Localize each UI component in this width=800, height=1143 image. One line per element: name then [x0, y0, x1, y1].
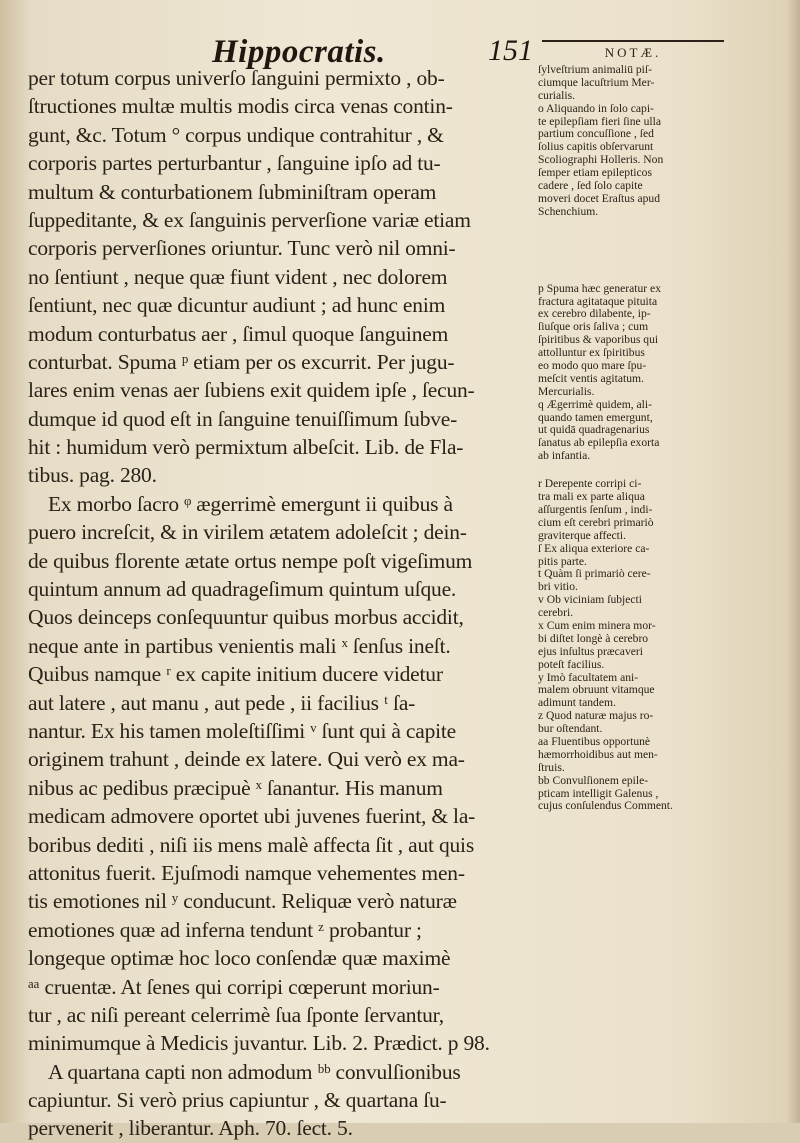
main-text-line: gunt, &c. Totum ° corpus undique contrahitur , &: [28, 122, 444, 147]
note-line: tra mali ex parte aliqua: [538, 490, 645, 504]
note-line: poteſt facilius.: [538, 657, 605, 671]
main-text-line: attonitus fuerit. Ejuſmodi namque vehementes men-: [28, 860, 465, 885]
note-line: curialis.: [538, 88, 576, 102]
main-text-line: corporis perverſiones oriuntur. Tunc verò nil omni-: [28, 236, 456, 261]
note-line: bi diſtet longè à cerebro: [538, 631, 649, 645]
note-line: aa Fluentibus opportunè: [538, 734, 651, 748]
main-text-line: de quibus florente ætate ortus nempe poſt vigeſimum: [28, 548, 473, 573]
note-line: ſ Ex aliqua exteriore ca-: [538, 541, 650, 555]
note-line: Scoliographi Holleris. Non: [538, 153, 664, 167]
page-number: 151: [488, 34, 533, 67]
note-line: ſolius capitis obſervarunt: [538, 140, 654, 154]
note-line: Schenchium.: [538, 204, 599, 218]
note-line: ſylveſtrium animaliū piſ-: [538, 63, 652, 76]
note-line: malem obruunt vitamque: [538, 683, 655, 697]
main-text-line: medicam admovere oportet ubi juvenes fuerint, & la-: [28, 804, 476, 829]
note-line: meſcit ventis agitatum.: [538, 371, 644, 385]
page-edge-shadow: [786, 0, 800, 1123]
note-line: v Ob viciniam ſubjecti: [538, 593, 642, 607]
main-text-line: lares enim venas aer ſubiens exit quidem ipſe , ſecun-: [28, 378, 475, 403]
main-text-line: tur , ac niſi pereant celerrimè ſua ſponte ſervantur,: [28, 1002, 444, 1027]
main-text-line: dumque id quod eſt in ſanguine tenuiſſimum ſubve-: [28, 406, 458, 431]
note-line: quando tamen emergunt,: [538, 410, 653, 424]
main-text-column: [28, 64, 528, 1143]
note-line: ſanatus ab epilepſia exorta: [538, 436, 660, 450]
main-text-line: conturbat. Spuma ᵖ etiam per os excurrit. Per jugu-: [28, 349, 455, 374]
main-text-line: emotiones quæ ad inferna tendunt ᶻ probantur ;: [28, 917, 422, 942]
note-line: ciumque lacuſtrium Mer-: [538, 75, 655, 89]
note-line: eo modo quo mare ſpu-: [538, 359, 647, 373]
note-line: bur oſtendant.: [538, 722, 603, 736]
note-line: ab infantia.: [538, 449, 591, 463]
notes-heading: NOTÆ.: [542, 40, 724, 61]
main-text-line: Ex morbo ſacro ᵠ ægerrimè emergunt ii quibus à: [48, 491, 453, 516]
main-text-line: per totum corpus univerſo ſanguini permixto , ob-: [28, 66, 445, 90]
main-text-line: hit : humidum verò permixtum albeſcit. Lib. de Fla-: [28, 435, 464, 460]
note-line: x Cum enim minera mor-: [538, 618, 656, 632]
running-head: Hippocratis.: [212, 34, 386, 70]
note-line: bri vitio.: [538, 580, 578, 594]
note-line: fractura agitataque pituita: [538, 294, 658, 308]
note-line: ſtruis.: [538, 760, 565, 774]
note-line: t Quàm ſi primariò cere-: [538, 567, 651, 581]
main-text-line: originem trahunt , deinde ex latere. Qui verò ex ma-: [28, 747, 465, 772]
main-text-line: capiuntur. Si verò prius capiuntur , & quartana ſu-: [28, 1088, 447, 1113]
main-text-line: neque ante in partibus venientis mali ˣ ſenſus ineſt.: [28, 633, 451, 658]
note-line: aſſurgentis ſenſum , indi-: [538, 502, 653, 516]
main-text-line: quintum annum ad quadrageſimum quintum uſque.: [28, 577, 457, 602]
main-text-line: ſuppeditante, & ex ſanguinis perverſione variæ etiam: [28, 207, 471, 232]
note-line: pticam intelligit Galenus ,: [538, 786, 659, 800]
main-text-line: Quos deinceps conſequuntur quibus morbus accidit,: [28, 605, 464, 630]
note-line: cadere , ſed ſolo capite: [538, 179, 643, 193]
note-line: ut quidā quadragenarius: [538, 423, 650, 437]
note-line: y Imò facultatem ani-: [538, 670, 639, 684]
note-line: ſemper etiam epilepticos: [538, 166, 652, 180]
main-text-line: modum conturbatus aer , ſimul quoque ſanguinem: [28, 321, 449, 346]
note-line: ſiuſque oris ſaliva ; cum: [538, 320, 649, 334]
note-line: te epilepſiam fieri ſine ulla: [538, 114, 661, 128]
main-text-line: longeque optimæ hoc loco conſendæ quæ maximè: [28, 946, 451, 971]
note-line: adimunt tandem.: [538, 696, 616, 710]
main-text-line: Quibus namque ʳ ex capite initium ducere videtur: [28, 662, 443, 687]
main-text-line: pervenerit , liberantur. Aph. 70. ſect. 5.: [28, 1116, 353, 1141]
main-text-line: ᵃᵃ cruentæ. At ſenes qui corripi cœperunt moriun-: [28, 974, 440, 999]
note-line: partium concuſſione , ſed: [538, 127, 654, 141]
note-line: cium eſt cerebri primariò: [538, 515, 654, 529]
main-text-line: aut latere , aut manu , aut pede , ii facilius ᵗ ſa-: [28, 690, 416, 715]
note-line: ex cerebro dilabente, ip-: [538, 307, 651, 321]
main-text-line: ſentiunt, nec quæ dicuntur audiunt ; ad hunc enim: [28, 293, 446, 318]
note-line: graviterque affecti.: [538, 528, 626, 542]
main-text-line: nibus ac pedibus præcipuè ˣ ſanantur. His manum: [28, 775, 443, 800]
note-line: q Ægerrimè quidem, ali-: [538, 397, 652, 411]
note-line: moveri docet Eraſtus apud: [538, 191, 661, 205]
main-text-line: A quartana capti non admodum ᵇᵇ convulſionibus: [48, 1059, 461, 1084]
note-line: pitis parte.: [538, 554, 587, 568]
note-line: ejus inſultus præcaveri: [538, 644, 643, 658]
note-line: r Derepente corripi ci-: [538, 477, 642, 491]
main-text-line: nantur. Ex his tamen moleſtiſſimi ᵛ ſunt qui à capite: [28, 718, 457, 743]
note-line: cerebri.: [538, 606, 574, 620]
main-text-line: minimumque à Medicis juvantur. Lib. 2. Prædict. p 98.: [28, 1031, 490, 1056]
note-line: hæmorrhoidibus aut men-: [538, 747, 658, 761]
note-line: cujus conſulendus Comment.: [538, 799, 673, 813]
note-line: attolluntur ex ſpiritibus: [538, 346, 645, 360]
note-line: o Aliquando in ſolo capi-: [538, 101, 654, 115]
note-line: z Quod naturæ majus ro-: [538, 709, 654, 723]
main-text-line: no ſentiunt , neque quæ fiunt vident , nec dolorem: [28, 264, 448, 289]
main-text-line: multum & conturbationem ſubminiſtram operam: [28, 179, 437, 204]
main-text-line: puero increſcit, & in virilem ætatem adoleſcit ; dein-: [28, 520, 467, 545]
marginal-notes-column: [538, 64, 786, 813]
note-line: Mercurialis.: [538, 384, 595, 398]
note-line: bb Convulſionem epile-: [538, 773, 649, 787]
main-text-line: ſtructiones multæ multis modis circa venas contin-: [28, 94, 453, 119]
note-line: ſpiritibus & vaporibus qui: [538, 333, 659, 347]
note-line: p Spuma hæc generatur ex: [538, 281, 661, 295]
main-text-line: boribus dediti , niſi iis mens malè affecta ſit , aut quis: [28, 832, 474, 857]
main-text-line: tibus. pag. 280.: [28, 463, 157, 488]
main-text-line: tis emotiones nil ʸ conducunt. Reliquæ verò naturæ: [28, 889, 457, 914]
main-text-line: corporis partes perturbantur , ſanguine ipſo ad tu-: [28, 151, 441, 176]
